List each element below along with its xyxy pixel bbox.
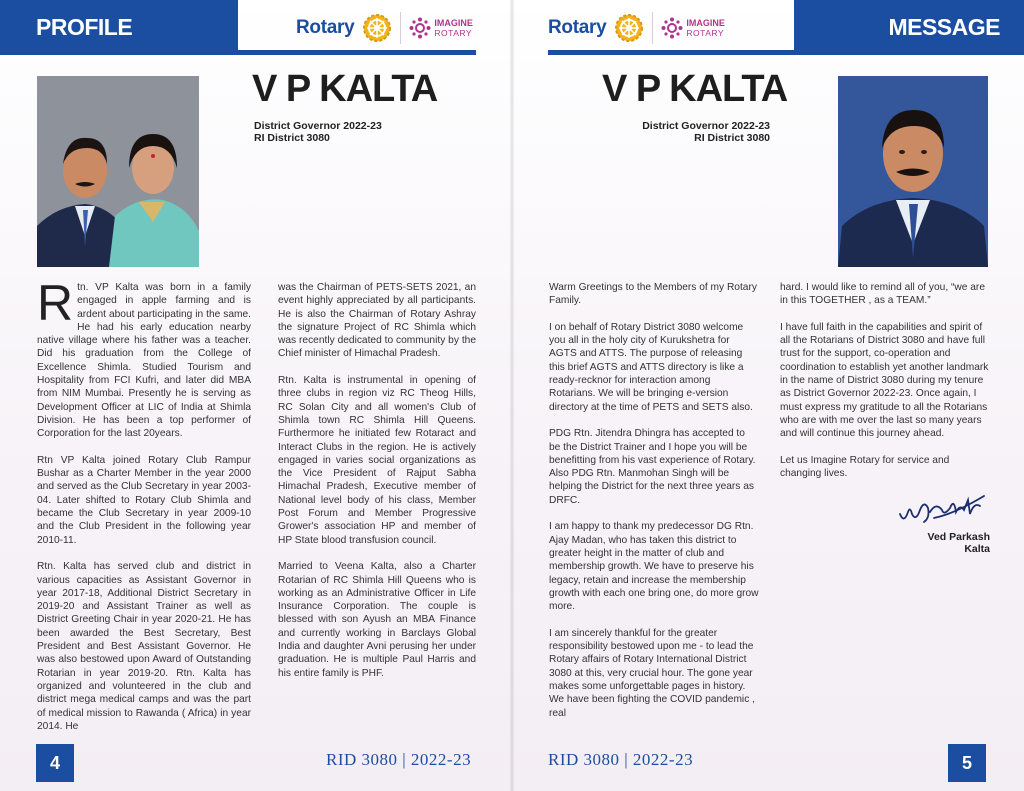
profile-column-2	[278, 281, 476, 693]
profile-column-1	[37, 275, 251, 746]
profile-paragraph: Married to Veena Kalta, also a Charter Rotarian of RC Shimla Hill Queens who is working as an Administrative Officer in Life Insurance Corporation. The couple is blessed with son Ayush an MBA Finance and currently working in Barclays Global India and daughter Avni perusing her under graduation. He is multiple Paul Harris and his entire family is PHF.	[278, 561, 476, 679]
imagine-dots-icon	[661, 17, 683, 39]
man-portrait-icon	[838, 76, 988, 267]
message-paragraph: PDG Rtn. Jitendra Dhingra has accepted to be the District Trainer and I hope you will be benefitting from his vast experience of Rotary. Also PDG Rtn. Manmohan Singh will be helping the District for the next three years as DRFC.	[549, 428, 756, 506]
page-footer: RID 3080 | 2022-23	[548, 750, 694, 769]
rotary-wheel-icon	[362, 13, 392, 43]
rotary-wordmark: Rotary	[296, 16, 355, 38]
governor-role	[254, 120, 382, 144]
section-tab-message: MESSAGE	[794, 0, 1024, 55]
rotary-wheel-icon	[614, 13, 644, 43]
message-page	[512, 0, 1024, 791]
imagine-word: IMAGINE	[434, 17, 473, 28]
role-district: RI District 3080	[694, 132, 770, 144]
logo-bar	[548, 0, 725, 55]
drop-cap: R	[37, 275, 74, 331]
message-paragraph: I on behalf of Rotary District 3080 welcome you all in the holy city of Kurukshetra for AGTS and ATTS. The purpose of releasing this brief AGTS and ATTS directory is like a ready-recknor for interaction among Rotarians. We will be bringing e-version directory at the time of PETS and SETS also.	[549, 321, 753, 413]
role-title: District Governor 2022-23	[254, 120, 382, 132]
profile-paragraph: Rtn. Kalta is instrumental in opening of three clubs in region viz RC Theog Hills, RC Solan City and all women's Club of Shimla town RC Shimla Hill Queens. Furthermore he initiated few Rotaract and Interact Clubs in the region. He is actively engaged in varies social organizations as the Vice President of Rajput Sabha Himachal Pradesh, Executive member of National level body of his class, Member Post Forum and Member Progressive Grower's association HP and member of HP State blood transfusion council.	[278, 375, 476, 546]
message-paragraph: Warm Greetings to the Members of my Rotary Family.	[549, 282, 757, 307]
imagine-rotary-logo	[652, 12, 725, 44]
message-paragraph: I am happy to thank my predecessor DG Rtn. Ajay Madan, who has taken this district to greater height in the matter of club and membership growth. We have to preserve his legacy, retain and increase the membership growth with each one bring one, do more grow more.	[549, 521, 759, 613]
message-paragraph: Let us Imagine Rotary for service and changing lives.	[780, 454, 950, 480]
imagine-dots-icon	[409, 17, 431, 39]
role-district: RI District 3080	[254, 132, 330, 144]
section-tab-profile: PROFILE	[0, 0, 238, 55]
message-paragraph: I have full faith in the capabilities and spirit of all the Rotarians of District 3080 and have full trust for the support, co-operation and coordination to establish yet another landmark in the name of District 3080 during my tenure as District Governor 2022-23. Once again, I must express my gratitude to all the Rotarians who are with me over the last so many years and will continue this journey ahead.	[780, 321, 989, 440]
signer-name: Ved Parkash Kalta	[927, 531, 990, 555]
role-title: District Governor 2022-23	[642, 120, 770, 132]
message-column-1	[549, 281, 759, 733]
profile-paragraph: Rtn. Kalta has served club and district in various capacities as Assistant Governor in year 2017-18, Additional District Secretary in 2019-20 and Assistant Trainer as well as District Greeting Chair in year 2020-21. He has been awarded the Best Secretary, Best President and Best Assistant Governor. He was also bestowed upon Award of Outstanding Rotarian in year 2019-20. Rtn. Kalta has organized and volunteered in the club and district mega medical camps and was the part of medical mission to Rawanda ( Africa) in year 2014. He	[37, 561, 251, 732]
imagine-sub: ROTARY	[686, 27, 725, 38]
imagine-rotary-logo	[400, 12, 473, 44]
page-number: 5	[948, 744, 986, 782]
logo-bar	[296, 0, 473, 55]
couple-portrait-icon	[37, 76, 199, 267]
governor-photo	[838, 76, 988, 267]
page-footer: RID 3080 | 2022-23	[326, 750, 472, 769]
signature-icon	[894, 484, 990, 526]
governor-name: V P KALTA	[252, 68, 438, 110]
imagine-sub: ROTARY	[434, 27, 473, 38]
governor-role	[622, 120, 770, 144]
imagine-word: IMAGINE	[686, 17, 725, 28]
profile-paragraph: was the Chairman of PETS-SETS 2021, an event highly appreciated by all participants. He is also the Chairman of Rotary Ashray the signature Project of RC Shimla which was recently dedicated to community by the Chief minister of Himachal Pradesh.	[278, 282, 476, 360]
message-paragraph: I am sincerely thankful for the greater responsibility bestowed upon me - to lead the Rotary affairs of Rotary International District 3080 at this, very crucial hour. The gone year makes some unforgettable pages in history. We have been fighting the COVID pandemic , real	[549, 627, 755, 719]
profile-paragraph: tn. VP Kalta was born in a family engaged in apple farming and is ardent about participating in the same. He had his early education nearby native village where his father was a teacher. Did his graduation from the College of Excellence Shimla. Studied Tourism and Hospitality from FCI Kufri, and later did MBA from NIM Mumbai. Presently he is serving as Development Officer at LIC of India at Shimla Division. He has been a top performer of Corporation for the last 20years.	[37, 282, 251, 440]
couple-photo	[37, 76, 199, 267]
governor-name: V P KALTA	[602, 68, 788, 110]
profile-paragraph: Rtn VP Kalta joined Rotary Club Rampur Bushar as a Charter Member in the year 2000 and served as the Club Secretary in year 2003-04. Later shifted to Rotary Club Shimla and became the Club Secretary in year 2009-10 and the Club President in the following year 2010-11.	[37, 454, 251, 546]
message-column-2	[780, 281, 990, 494]
rotary-wordmark: Rotary	[548, 16, 607, 38]
message-paragraph: hard. I would like to remind all of you, “we are in this TOGETHER , as a TEAM.”	[780, 282, 985, 307]
page-number: 4	[36, 744, 74, 782]
